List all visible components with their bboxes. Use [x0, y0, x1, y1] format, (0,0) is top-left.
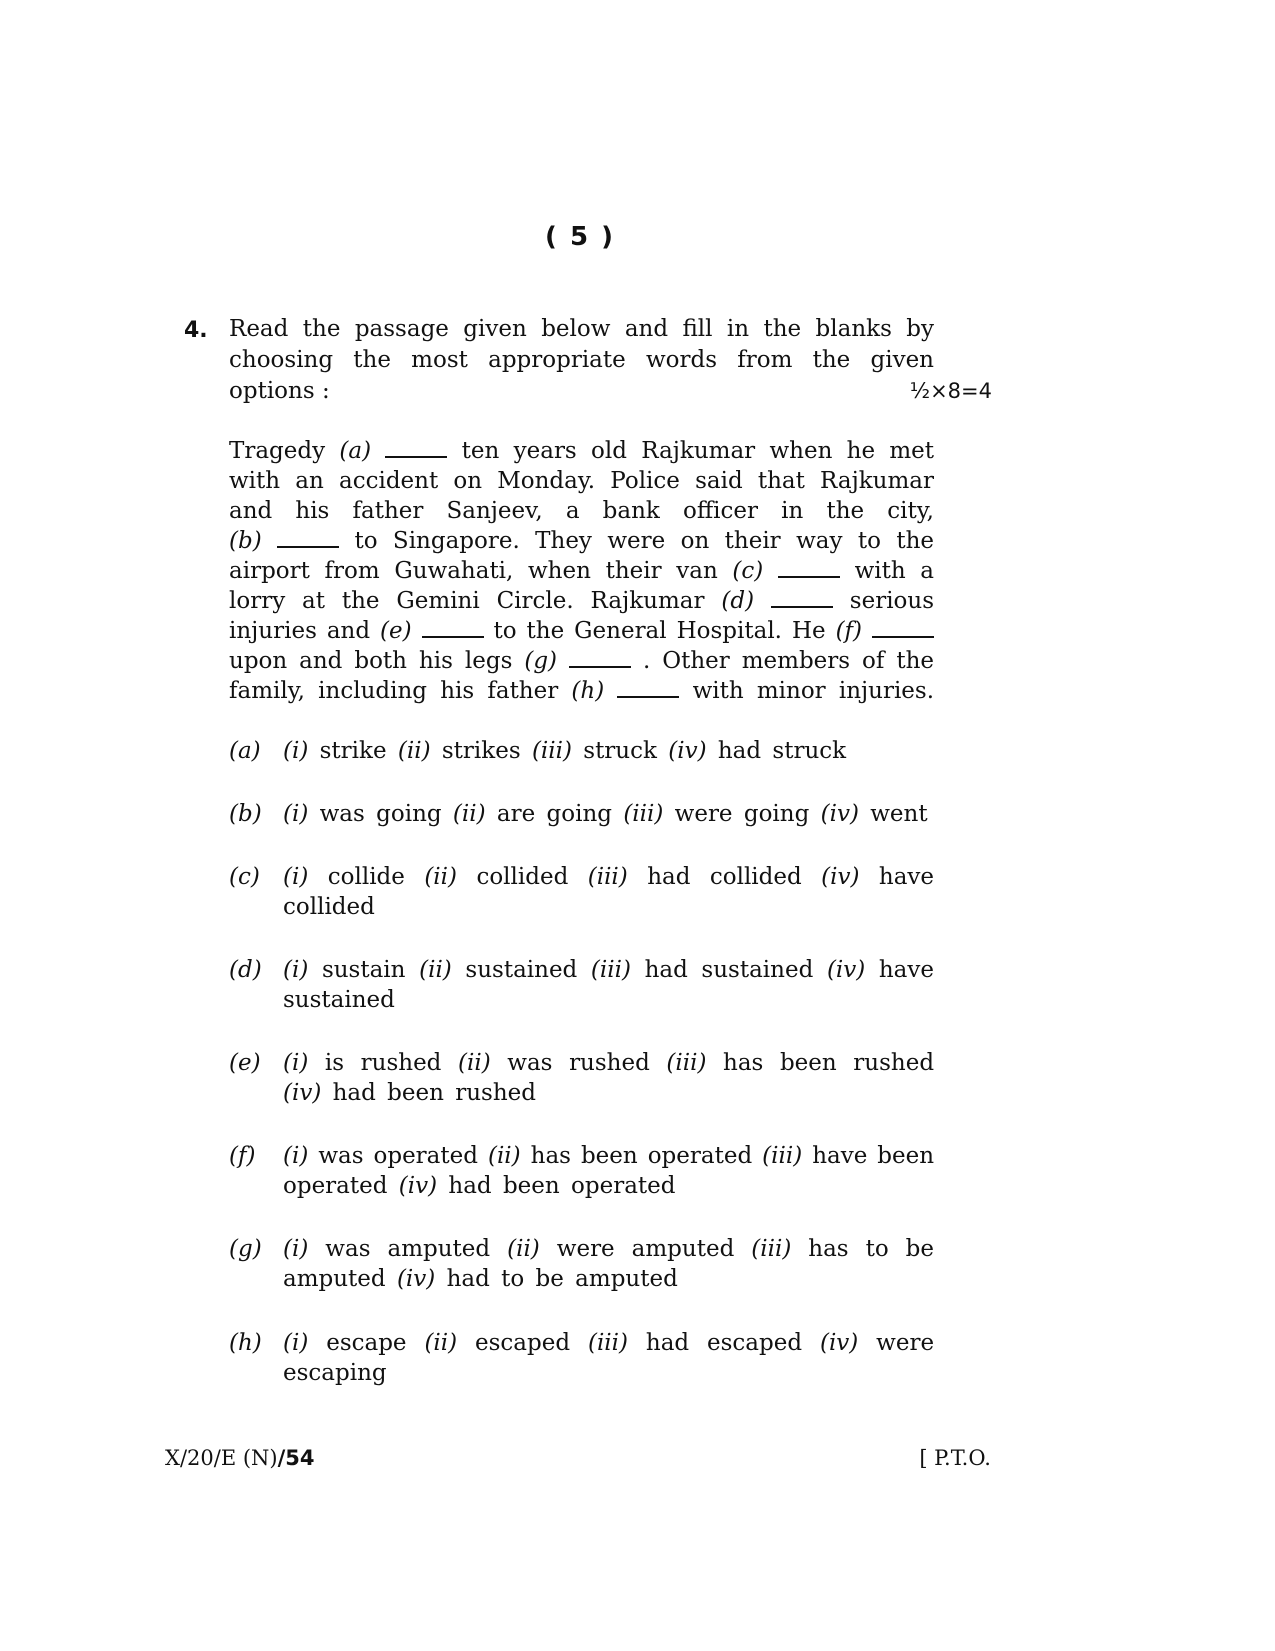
marks-allocation: ½×8=4: [909, 379, 992, 403]
question-instruction: Read the passage given below and fill in the blanks by choosing the most appropriate words from the given: [229, 316, 934, 373]
option-d: (d) (i) sustain (ii) sustained (iii) had sustained (iv) have sustained: [229, 957, 934, 1013]
option-a: (a) (i) strike (ii) strikes (iii) struck (iv) had struck: [229, 738, 847, 764]
pto-label: [ P.T.O.: [919, 1446, 991, 1470]
blank-f: [872, 616, 934, 638]
option-h: (h) (i) escape (ii) escaped (iii) had escaped (iv) were escaping: [229, 1330, 935, 1386]
option-g: (g) (i) was amputed (ii) were amputed (iii) has to be amputed (iv) had to be amputed: [229, 1236, 934, 1292]
blank-e: [422, 616, 484, 638]
option-c: (c) (i) collide (ii) collided (iii) had collided (iv) have collided: [229, 864, 935, 920]
blank-c: [778, 556, 840, 578]
blank-d: [771, 586, 833, 608]
blank-b: [277, 526, 339, 548]
blank-a: [385, 436, 447, 458]
question-number: 4.: [184, 318, 208, 343]
option-b: (b) (i) was going (ii) are going (iii) were going (iv) went: [229, 801, 928, 827]
passage: Tragedy (a) ten years old Rajkumar when he met with an accident on Monday. Police said that Rajkumar and his father Sanjeev, a bank officer in the city, (b) to Singapore. They were on their way to the airport from Guwahati, when their van (c) with a lorry at the Gemini Circle. Rajkumar (d) serious injuries and (e) to the General Hospital. He (f) upon and both his legs (g) . Other members of the family, including his father (h) with minor injuries.: [229, 438, 935, 704]
paper-code: X/20/E (N)/54: [165, 1446, 315, 1470]
option-f: (f) (i) was operated (ii) has been operated (iii) have been operated (iv) had been operated: [229, 1143, 935, 1199]
page-number: ( 5 ): [545, 222, 615, 252]
question-instruction-end: options :: [229, 378, 330, 404]
option-e: (e) (i) is rushed (ii) was rushed (iii) has been rushed (iv) had been rushed: [229, 1050, 935, 1106]
blank-g: [569, 646, 631, 668]
blank-h: [617, 676, 679, 698]
